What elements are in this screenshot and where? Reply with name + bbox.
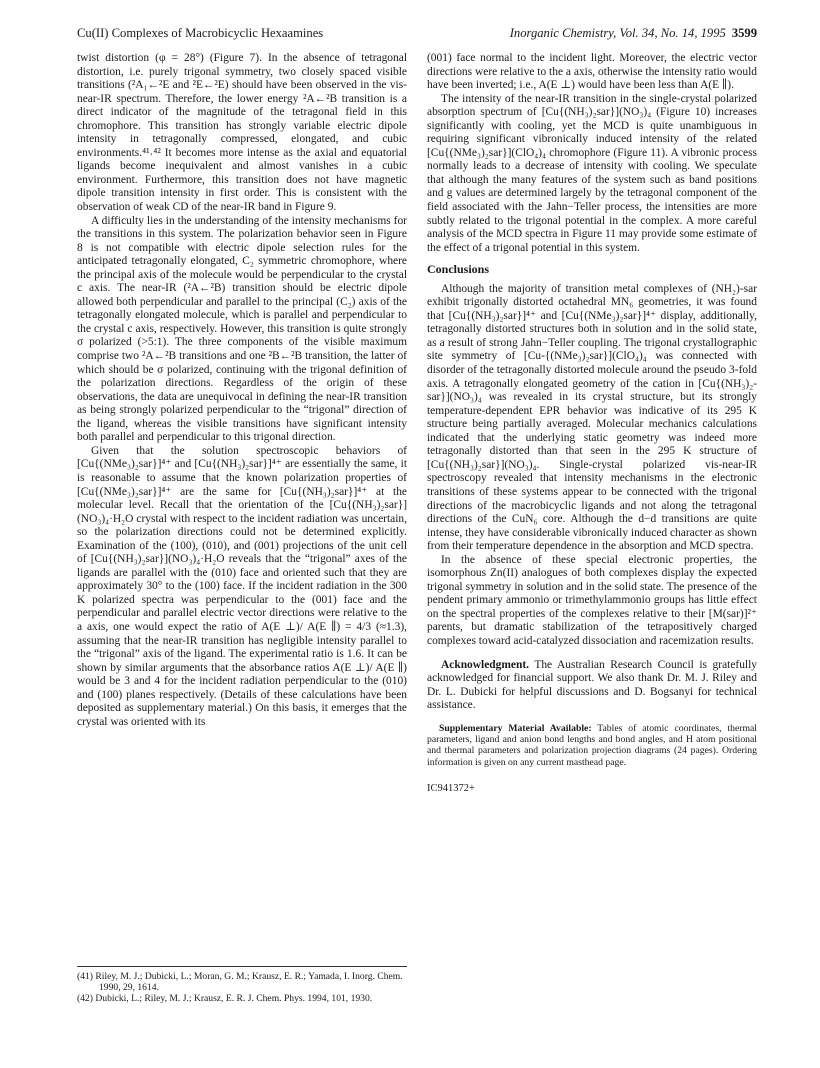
acknowledgment-text: The Australian Research Council is gratefully acknowledged for financial support. We also thank Dr. M. J. Riley and Dr. L. Dubicki for helpful discussions and D. Bogsanyi for technical assistance. xyxy=(427,658,757,712)
right-column xyxy=(427,52,757,795)
body-paragraph: Given that the solution spectroscopic behaviors of [Cu{(NMe₃)₂sar}]⁴⁺ and [Cu{(NH₃)₂sar}]⁴⁺ are essentially the same, it is reasonable to assume that the known polarization properties of [Cu{(NMe₃)₂sar}]⁴⁺ are the same for [Cu{(NH₃)₂sar}]⁴⁺ at the molecular level. Recall that the orientation of the [Cu{(NH₃)₂sar}](NO₃)₄·H₂O crystal with respect to the incident radiation was uncertain, so the polarization directions could not be determined explicitly. Examination of the (100), (010), and (001) projections of the unit cell of [Cu{(NH₃)₂sar}](NO₃)₄·H₂O reveals that the “trigonal” axes of the ligands are parallel with the (010) face and oriented such that they are approximately 30° to the (100) face. If the incident radiation in the 300 K polarized spectra was perpendicular to the (001) face and the perpendicular and parallel electric vector directions were relative to the a axis, one would expect the ratio of A(E ⊥)/ A(E ∥) = 4/3 (≈1.3), assuming that the near-IR transition has negligible intensity parallel to the “trigonal” axis of the ligand. The experimental ratio is 1.6. It can be shown by similar arguments that the absorbance ratios A(E ⊥)/ A(E ∥) would be 3 and 4 for the incident radiation perpendicular to the (010) and (100) planes respectively. (Details of these calculations have been deposited as supplementary material.) On this basis, it emerges that the crystal was oriented with its xyxy=(77,444,407,728)
left-column xyxy=(77,52,407,729)
acknowledgment-title: Acknowledgment. xyxy=(441,658,530,671)
supplementary-title: Supplementary Material Available: xyxy=(439,722,592,734)
acknowledgment-paragraph xyxy=(427,659,757,713)
section-heading-conclusions: Conclusions xyxy=(427,262,490,277)
body-paragraph: In the absence of these special electronic properties, the isomorphous Zn(II) analogues of both complexes display the expected trigonal symmetry in solution and in the solid state. The presence of the pendent primary ammonio or trimethylammonio groups has little effect on the spectral properties of the complexes relative to their [M(sar)]²⁺ parents, but dramatic stabilization of the tetrapositively charged complexes toward acid-catalyzed dissociation and racemization results. xyxy=(427,553,757,647)
running-header xyxy=(77,26,757,44)
manuscript-code: IC941372+ xyxy=(427,782,475,794)
supplementary-material xyxy=(427,723,757,768)
body-paragraph: A difficulty lies in the understanding of the intensity mechanisms for the transitions in this system. The polarization behavior seen in Figure 8 is not compatible with electric dipole selection rules for the anticipated tetragonally elongated, C₂ symmetric chromophore, where the principal axis of the molecule would be perpendicular to the crystal c axis. The near-IR (²A←²B) transition should be electric dipole allowed both perpendicular and parallel to the principal (C₂) axis of the tetragonally elongated molecule, which is parallel and perpendicular to the crystal c axis, respectively. However, this transition is quite strongly σ polarized (>5:1). The three components of the visible maximum comprise two ²A←²B transitions and one ²B←²B transition, the latter of which should be σ polarized, continuing with the trigonal definition of the polarization directions. Regardless of the origin of these observations, the data are unequivocal in defining the near-IR transition as being strongly polarized perpendicular to the “trigonal” direction of the ligand, whereas the visible transitions have significant intensity both parallel and perpendicular to this trigonal direction. xyxy=(77,214,407,444)
page-number: 3599 xyxy=(731,26,757,40)
reference-41: (41) Riley, M. J.; Dubicki, L.; Moran, G. M.; Krausz, E. R.; Yamada, I. Inorg. Chem. 1990, 29, 1614. xyxy=(77,971,403,994)
body-paragraph: twist distortion (φ = 28°) (Figure 7). In the absence of tetragonal distortion, i.e. purely trigonal symmetry, two closely spaced visible transitions (²A₁←²E and ²E←²E) should have been observed in the vis-near-IR spectrum. Therefore, the lower energy ²A←²B transition is a direct indicator of the magnitude of the tetragonal field in this chromophore. This transition has strongly variable electric dipole intensity in tetragonally compressed, elongated, and cubic environments.⁴¹˒⁴² It becomes more intense as the axial and equatorial ligands become inequivalent and almost vanishes in a cubic environment. Furthermore, this transition does not have magnetic dipole transition intensity in first order. This is consistent with the observation of weak CD of the near-IR band in Figure 9. xyxy=(77,52,407,214)
body-paragraph: Although the majority of transition metal complexes of (NH₂)-sar exhibit trigonally distorted octahedral MN₆ geometries, it was found that [Cu{(NH₃)₂sar}]⁴⁺ and [Cu{(NMe₃)₂sar}]⁴⁺ display, additionally, tetragonally distorted structures both in solution and in the solid state, as a result of strong Jahn−Teller coupling. The trigonal crystallographic site symmetry of [Cu-{(NMe₃)₂sar}](ClO₄)₄ was connected with disorder of the tetragonally distorted molecule around the pseudo 3-fold axis. A tetragonally elongated geometry of the cation in [Cu{(NH₃)₂-sar}](NO₃)₄ was revealed in its crystal structure, but its strongly temperature-dependent EPR behavior was indicative of its 295 K structure being partially averaged. Molecular mechanics calculations indicated that the underlying static geometry was indeed more tetragonally distorted than that seen in the 295 K structure of [Cu{(NH₃)₂sar}](NO₃)₄. Single-crystal polarized vis-near-IR spectroscopy revealed that intensity mechanisms in the electronic transitions of these systems appear to be connected with the trigonal directions of the macrobicyclic ligands and not along the tetragonal directions of the CuN₆ core. Although the d−d transitions are quite intense, they have considerable vibronically induced character as shown from their temperature dependence in the absorption and MCD spectra. xyxy=(427,282,757,553)
running-title: Cu(II) Complexes of Macrobicyclic Hexaamines xyxy=(77,26,324,40)
reference-42: (42) Dubicki, L.; Riley, M. J.; Krausz, E. R. J. Chem. Phys. 1994, 101, 1930. xyxy=(77,993,373,1005)
journal-citation xyxy=(510,26,757,41)
references-footnotes xyxy=(77,966,407,1005)
journal-name: Inorganic Chemistry, Vol. 34, No. 14, 1995 xyxy=(509,26,726,40)
body-paragraph: The intensity of the near-IR transition in the single-crystal polarized absorption spectrum of [Cu{(NH₃)₂sar}](NO₃)₄ (Figure 10) increases significantly with cooling, yet the MCD is quite unambiguous in requiring significant vibronically induced intensity of the related [Cu{(NMe₃)₂sar}](ClO₄)₄ chromophore (Figure 11). A vibronic process normally leads to a decrease of intensity with cooling. We speculate that although the many features of the system such as band positions and g values are determined largely by the tetragonal component of the field associated with the Jahn−Teller process, the intensities are more subtly related to the trigonal potential in the complex. A more careful analysis of the MCD spectra in Figure 11 may provide some estimate of the effect of a trigonal potential in this system. xyxy=(427,92,757,254)
body-paragraph: (001) face normal to the incident light. Moreover, the electric vector directions were relative to the a axis, otherwise the intensity ratio would have been inverted; i.e., A(E ⊥) would have been less than A(E ∥). xyxy=(427,52,757,92)
supplementary-text: Tables of atomic coordinates, thermal parameters, ligand and anion bond lengths and bond angles, and H atom positional and thermal parameters and polarization projection diagrams (24 pages). Ordering information is given on any current masthead page. xyxy=(427,722,757,768)
